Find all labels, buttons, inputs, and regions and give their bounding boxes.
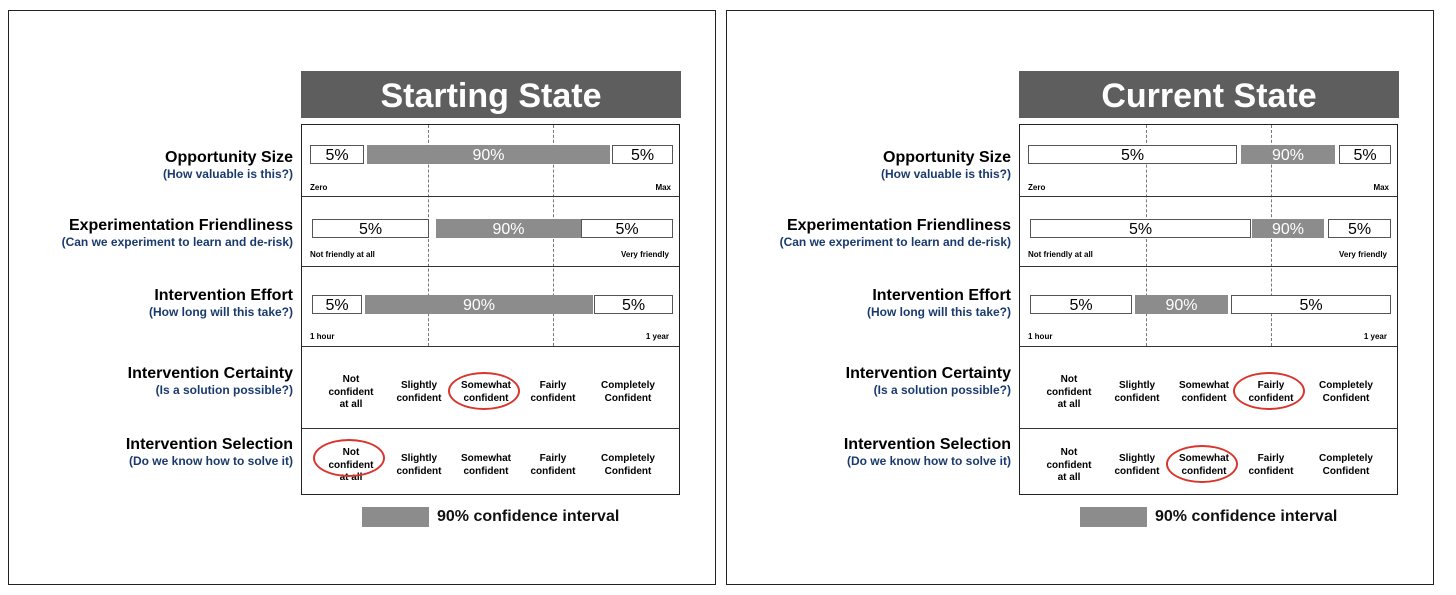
axis-min-label: Not friendly at all xyxy=(1028,250,1093,259)
axis-min-label: 1 hour xyxy=(1028,332,1053,341)
experimentation-friendliness-ci-bar: 90% xyxy=(436,219,581,238)
selection-option-somewhat-confident[interactable]: Somewhat confident xyxy=(460,453,511,477)
row-separator xyxy=(1020,266,1397,267)
experimentation-friendliness-low-bar: 5% xyxy=(1030,219,1251,238)
certainty-option-somewhat-confident[interactable]: Somewhat confident xyxy=(451,380,521,405)
certainty-option-slightly-confident[interactable]: Slightly confident xyxy=(1114,380,1160,404)
row-subtitle: (Is a solution possible?) xyxy=(873,383,1011,397)
opportunity-size-low-bar: 5% xyxy=(1028,145,1237,164)
row-label-intervention-effort xyxy=(149,286,293,320)
legend-label: 90% confidence interval xyxy=(437,508,620,525)
certainty-option-not-confident[interactable]: Not confident at all xyxy=(1046,374,1092,410)
row-subtitle: (How long will this take?) xyxy=(149,305,293,319)
row-title: Intervention Certainty xyxy=(845,365,1011,382)
certainty-option-somewhat-confident[interactable]: Somewhat confident xyxy=(1178,380,1229,404)
row-label-intervention-certainty xyxy=(128,364,293,398)
selection-option-slightly-confident[interactable]: Slightly confident xyxy=(1114,453,1160,477)
selection-option-completely-confident[interactable]: Completely Confident xyxy=(601,453,655,477)
current-state-panel xyxy=(726,10,1434,585)
intervention-effort-high-bar: 5% xyxy=(594,295,673,314)
intervention-effort-low-bar: 5% xyxy=(1030,295,1132,314)
opportunity-size-low-bar: 5% xyxy=(310,145,364,164)
row-separator xyxy=(302,428,679,429)
axis-min-label: Zero xyxy=(1028,183,1046,192)
selection-option-fairly-confident[interactable]: Fairly confident xyxy=(1248,453,1294,477)
certainty-option-not-confident[interactable]: Not confident at all xyxy=(328,374,374,410)
certainty-option-slightly-confident[interactable]: Slightly confident xyxy=(396,380,442,404)
row-separator xyxy=(1020,196,1397,197)
row-title: Opportunity Size xyxy=(883,149,1011,166)
intervention-effort-high-bar: 5% xyxy=(1231,295,1391,314)
row-subtitle: (Can we experiment to learn and de-risk) xyxy=(61,235,293,249)
experimentation-friendliness-high-bar: 5% xyxy=(581,219,673,238)
selection-option-somewhat-confident[interactable]: Somewhat confident xyxy=(1169,453,1239,478)
row-subtitle: (How valuable is this?) xyxy=(162,167,293,181)
axis-min-label: 1 hour xyxy=(310,332,335,341)
row-separator xyxy=(1020,346,1397,347)
row-label-opportunity-size xyxy=(163,148,293,182)
row-title: Experimentation Friendliness xyxy=(786,217,1011,234)
axis-max-label: Max xyxy=(1373,183,1389,192)
axis-min-label: Not friendly at all xyxy=(310,250,375,259)
row-subtitle: (Do we know how to solve it) xyxy=(128,454,293,468)
intervention-effort-low-bar: 5% xyxy=(312,295,362,314)
opportunity-size-ci-bar: 90% xyxy=(1241,145,1335,164)
legend-label: 90% confidence interval xyxy=(1155,508,1338,525)
selection-option-fairly-confident[interactable]: Fairly confident xyxy=(530,453,576,477)
row-subtitle: (How valuable is this?) xyxy=(880,167,1011,181)
certainty-option-fairly-confident[interactable]: Fairly confident xyxy=(530,380,576,404)
selection-option-completely-confident[interactable]: Completely Confident xyxy=(1319,453,1373,477)
selection-option-not-confident[interactable]: Not confident at all xyxy=(316,447,386,485)
intervention-effort-ci-bar: 90% xyxy=(1135,295,1228,314)
row-separator xyxy=(302,196,679,197)
axis-max-label: Very friendly xyxy=(1338,250,1387,259)
panel-title: Current State xyxy=(1019,71,1399,118)
row-label-intervention-effort xyxy=(867,286,1011,320)
panel-title: Starting State xyxy=(301,71,681,118)
axis-max-label: Very friendly xyxy=(620,250,669,259)
row-subtitle: (Is a solution possible?) xyxy=(155,383,293,397)
row-subtitle: (Do we know how to solve it) xyxy=(846,454,1011,468)
certainty-option-completely-confident[interactable]: Completely Confident xyxy=(601,380,655,404)
opportunity-size-high-bar: 5% xyxy=(612,145,673,164)
axis-min-label: Zero xyxy=(310,183,328,192)
row-separator xyxy=(1020,428,1397,429)
row-separator xyxy=(302,346,679,347)
intervention-effort-ci-bar: 90% xyxy=(365,295,593,314)
row-title: Opportunity Size xyxy=(165,149,293,166)
axis-max-label: Max xyxy=(655,183,671,192)
experimentation-friendliness-ci-bar: 90% xyxy=(1252,219,1324,238)
row-label-opportunity-size xyxy=(881,148,1011,182)
assessment-grid xyxy=(1019,124,1398,495)
row-title: Intervention Certainty xyxy=(127,365,293,382)
row-title: Intervention Selection xyxy=(843,436,1011,453)
row-title: Intervention Effort xyxy=(872,287,1011,304)
selection-option-not-confident[interactable]: Not confident at all xyxy=(1046,447,1092,483)
starting-state-panel xyxy=(8,10,716,585)
assessment-grid xyxy=(301,124,680,495)
experimentation-friendliness-low-bar: 5% xyxy=(312,219,429,238)
axis-max-label: 1 year xyxy=(645,332,669,341)
row-title: Intervention Effort xyxy=(154,287,293,304)
row-title: Intervention Selection xyxy=(125,436,293,453)
row-title: Experimentation Friendliness xyxy=(68,217,293,234)
row-label-experimentation-friendliness xyxy=(62,216,293,250)
certainty-option-completely-confident[interactable]: Completely Confident xyxy=(1319,380,1373,404)
selection-option-slightly-confident[interactable]: Slightly confident xyxy=(396,453,442,477)
row-subtitle: (How long will this take?) xyxy=(867,305,1011,319)
row-label-intervention-selection xyxy=(126,435,293,469)
certainty-option-fairly-confident[interactable]: Fairly confident xyxy=(1236,380,1306,405)
row-label-experimentation-friendliness xyxy=(780,216,1011,250)
legend-swatch xyxy=(362,507,429,527)
experimentation-friendliness-high-bar: 5% xyxy=(1328,219,1391,238)
row-subtitle: (Can we experiment to learn and de-risk) xyxy=(779,235,1011,249)
row-label-intervention-selection xyxy=(844,435,1011,469)
opportunity-size-ci-bar: 90% xyxy=(367,145,610,164)
row-label-intervention-certainty xyxy=(846,364,1011,398)
axis-max-label: 1 year xyxy=(1363,332,1387,341)
opportunity-size-high-bar: 5% xyxy=(1339,145,1391,164)
legend-swatch xyxy=(1080,507,1147,527)
row-separator xyxy=(302,266,679,267)
